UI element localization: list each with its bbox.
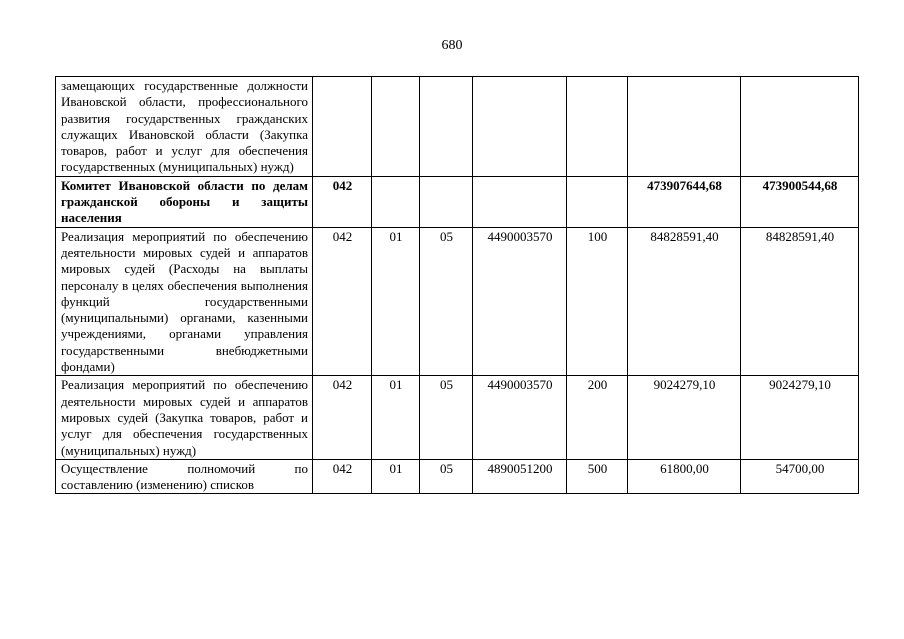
table-row — [56, 77, 859, 177]
amount-year-2 — [741, 77, 859, 177]
subsection-code — [420, 77, 473, 177]
amount-year-2: 84828591,40 — [741, 227, 859, 376]
amount-year-2: 54700,00 — [741, 459, 859, 494]
ministry-code: 042 — [313, 459, 372, 494]
page-number: 680 — [441, 38, 463, 53]
table-row — [56, 176, 859, 227]
row-description: Осуществление полномочий по составлению (изменению) списков — [56, 459, 313, 494]
expense-type-code — [567, 176, 628, 227]
table-row — [56, 459, 859, 494]
target-article-code — [473, 77, 567, 177]
expense-type-code: 500 — [567, 459, 628, 494]
subsection-code: 05 — [420, 459, 473, 494]
expense-type-code: 200 — [567, 376, 628, 459]
ministry-code: 042 — [313, 176, 372, 227]
target-article-code: 4490003570 — [473, 227, 567, 376]
expense-type-code: 100 — [567, 227, 628, 376]
section-code — [372, 176, 420, 227]
subsection-code: 05 — [420, 376, 473, 459]
target-article-code: 4490003570 — [473, 376, 567, 459]
amount-year-2: 473900544,68 — [741, 176, 859, 227]
expense-type-code — [567, 77, 628, 177]
row-description: Реализация мероприятий по обеспечению деятельности мировых судей и аппаратов мировых судей (Закупка товаров, работ и услуг для обеспечения государственных (муниципальных) нужд) — [56, 376, 313, 459]
section-code: 01 — [372, 227, 420, 376]
ministry-code — [313, 77, 372, 177]
section-code: 01 — [372, 376, 420, 459]
amount-year-1: 84828591,40 — [628, 227, 741, 376]
budget-table — [55, 76, 859, 494]
amount-year-1: 61800,00 — [628, 459, 741, 494]
row-description: Реализация мероприятий по обеспечению деятельности мировых судей и аппаратов мировых судей (Расходы на выплаты персоналу в целях обеспечения выполнения функций государственными (муниципальными) органами, казенными учреждениями, органами управления государственными внебюджетными фондами) — [56, 227, 313, 376]
table-row — [56, 376, 859, 459]
section-code: 01 — [372, 459, 420, 494]
amount-year-1: 473907644,68 — [628, 176, 741, 227]
ministry-code: 042 — [313, 227, 372, 376]
target-article-code: 4890051200 — [473, 459, 567, 494]
row-description: замещающих государственные должности Ивановской области, профессионального развития государственных гражданских служащих Ивановской области (Закупка товаров, работ и услуг для обеспечения государственных (муниципальных) нужд) — [56, 77, 313, 177]
section-code — [372, 77, 420, 177]
ministry-code: 042 — [313, 376, 372, 459]
row-description: Комитет Ивановской области по делам гражданской обороны и защиты населения — [56, 176, 313, 227]
subsection-code — [420, 176, 473, 227]
subsection-code: 05 — [420, 227, 473, 376]
amount-year-2: 9024279,10 — [741, 376, 859, 459]
amount-year-1 — [628, 77, 741, 177]
table-row — [56, 227, 859, 376]
amount-year-1: 9024279,10 — [628, 376, 741, 459]
target-article-code — [473, 176, 567, 227]
